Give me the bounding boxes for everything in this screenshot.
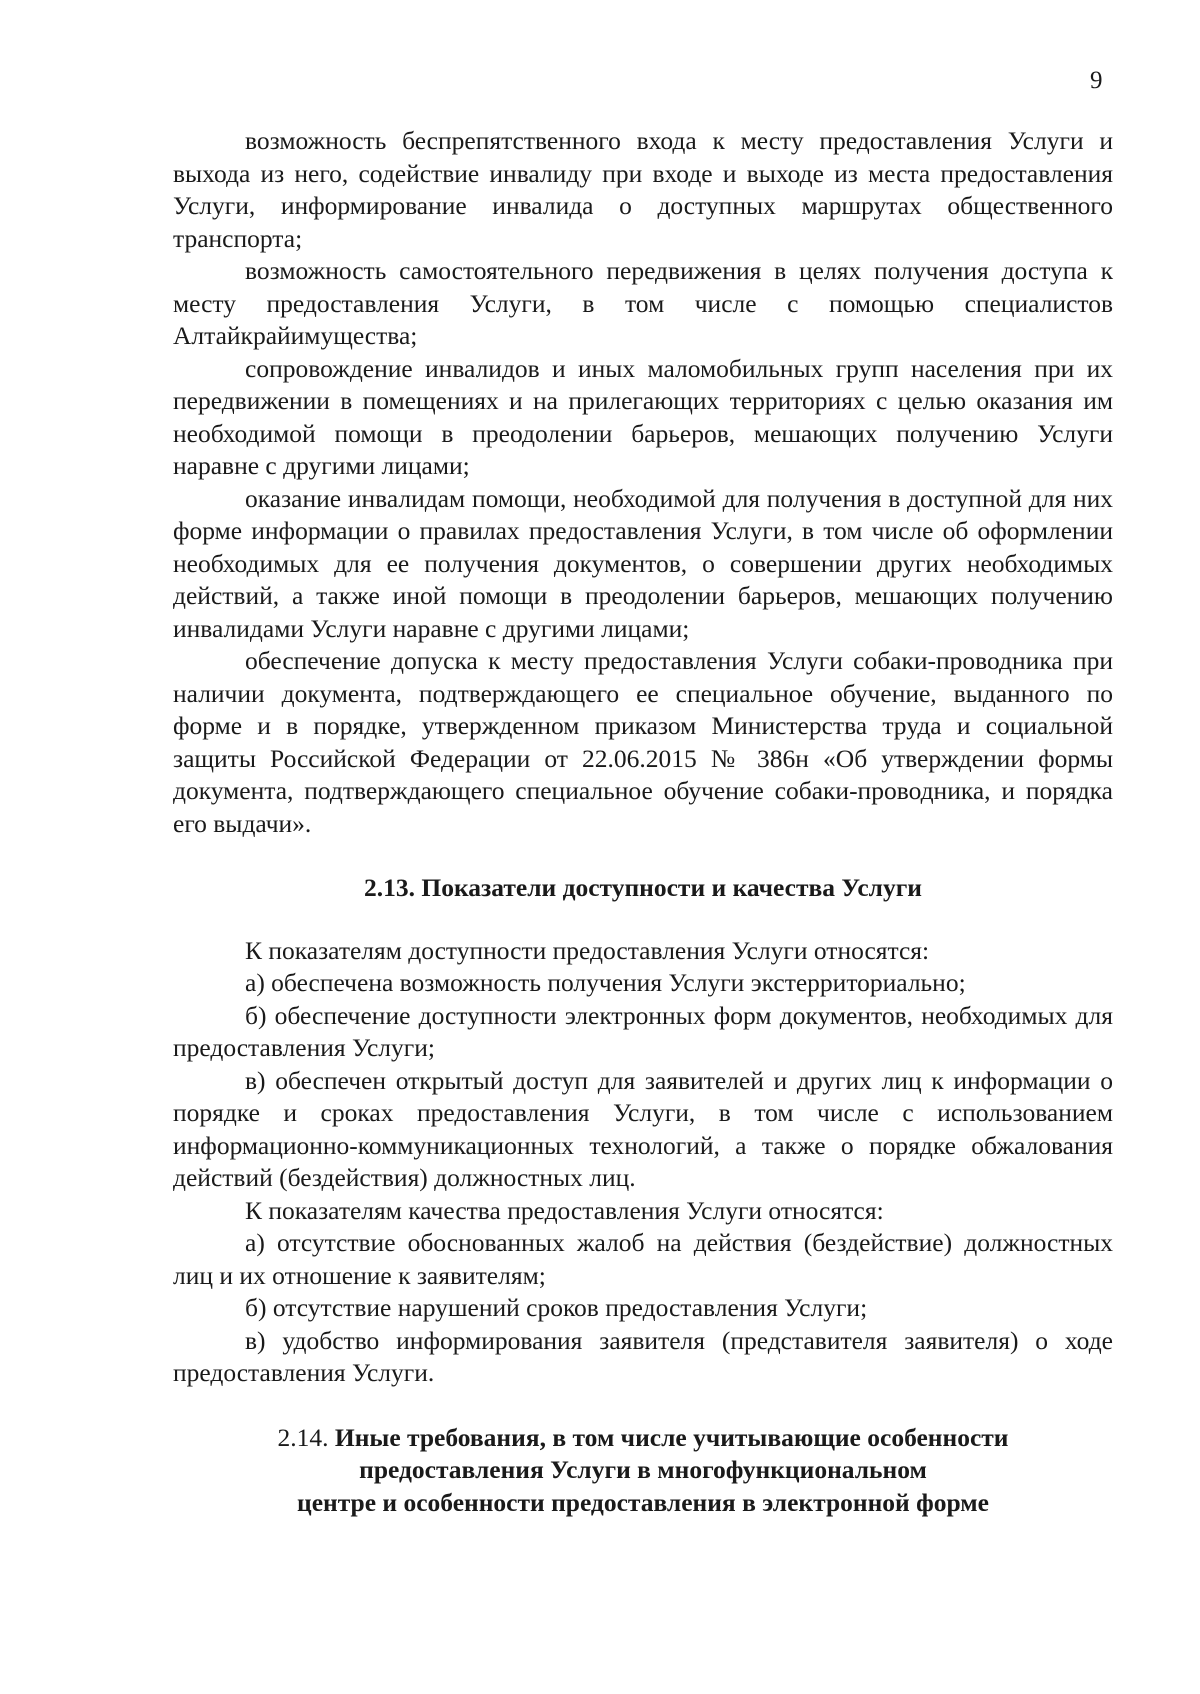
- paragraph-barrier-free-entry: возможность беспрепятственного входа к месту предоставления Услуги и выхода из него, содействие инвалиду при входе и выходе из места предоставления Услуги, информирование инвалида о доступных маршрутах общественного транспорта;: [173, 126, 1113, 253]
- section-heading-2-14-line1: [173, 1422, 1113, 1455]
- spacer: [173, 1390, 1113, 1422]
- paragraph-quality-c: в) удобство информирования заявителя (представителя заявителя) о ходе предоставления Услуги.: [173, 1325, 1113, 1387]
- paragraph-guide-dog: обеспечение допуска к месту предоставления Услуги собаки-проводника при наличии документа, подтверждающего ее специальное обучение, выданного по форме и в порядке, утвержденном приказом Министерства труда и социальной защиты Российской Федерации от 22.06.2015 № 386н «Об утверждении формы документа, подтверждающего специальное обучение собаки-проводника, и порядка его выдачи».: [173, 646, 1113, 838]
- paragraph-information-assistance: оказание инвалидам помощи, необходимой для получения в доступной для них форме информации о правилах предоставления Услуги, в том числе об оформлении необходимых для ее получения документов, о совершении других необходимых действий, а также иной помощи в преодолении барьеров, мешающих получению инвалидами Услуги наравне с другими лицами;: [173, 483, 1113, 643]
- paragraph-quality-a: а) отсутствие обоснованных жалоб на действия (бездействие) должностных лиц и их отношение к заявителям;: [173, 1228, 1113, 1290]
- section-heading-2-14-line2: предоставления Услуги в многофункциональном: [359, 1455, 927, 1484]
- paragraph-independent-movement: возможность самостоятельного передвижения в целях получения доступа к месту предоставления Услуги, в том числе с помощью специалистов Алтайкрайимущества;: [173, 256, 1113, 350]
- paragraph-accessibility-c: в) обеспечен открытый доступ для заявителей и других лиц к информации о порядке и сроках предоставления Услуги, в том числе с использованием информационно-коммуникационных технологий, а также о порядке обжалования действий (бездействия) должностных лиц.: [173, 1065, 1113, 1192]
- spacer: [173, 840, 1113, 872]
- paragraph-accessibility-intro: К показателям доступности предоставления Услуги относятся:: [245, 935, 930, 965]
- paragraph-accessibility-b: б) обеспечение доступности электронных форм документов, необходимых для предоставления Услуги;: [173, 1000, 1113, 1062]
- section-number-2-14: 2.14.: [277, 1422, 329, 1452]
- section-heading-2-14-line3: центре и особенности предоставления в электронной форме: [297, 1487, 989, 1517]
- page-number: 9: [1090, 67, 1103, 94]
- paragraph-escort: сопровождение инвалидов и иных маломобильных групп населения при их передвижении в помещениях и на прилегающих территориях с целью оказания им необходимой помощи в преодолении барьеров, мешающих получению Услуги наравне с другими лицами;: [173, 353, 1113, 480]
- page-content: [173, 125, 1113, 1519]
- section-heading-2-13: 2.13. Показатели доступности и качества Услуги: [364, 873, 922, 902]
- paragraph-quality-intro: К показателям качества предоставления Услуги относятся:: [245, 1195, 884, 1225]
- paragraph-quality-b: б) отсутствие нарушений сроков предоставления Услуги;: [245, 1293, 868, 1322]
- spacer: [173, 905, 1113, 935]
- heading-text-line1: Иные требования, в том числе учитывающие особенности: [334, 1422, 1009, 1452]
- paragraph-accessibility-a: а) обеспечена возможность получения Услуги экстерриториально;: [245, 968, 966, 997]
